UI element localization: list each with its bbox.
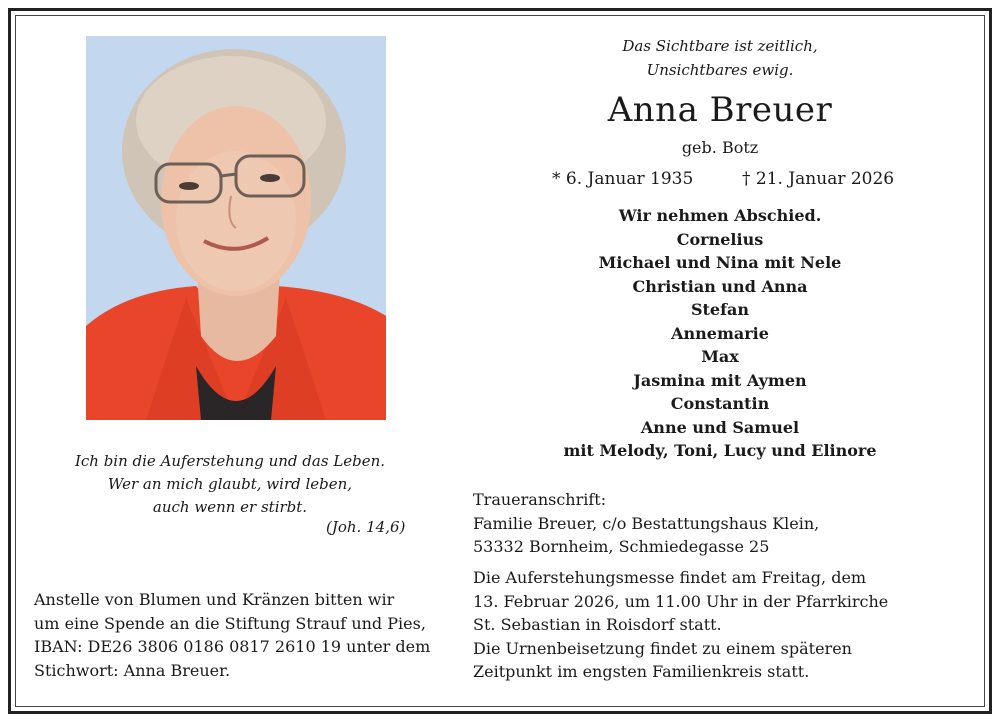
mourner-line: Constantin (670, 394, 770, 413)
bible-quote (60, 450, 400, 519)
mourner-line: mit Melody, Toni, Lucy und Elinore (563, 441, 877, 460)
donation-line: um eine Spende an die Stiftung Strauf und Pies, (34, 613, 426, 633)
address-line: Traueranschrift: (473, 490, 607, 509)
mourners-list (520, 204, 920, 463)
quote-line: auch wenn er stirbt. (152, 498, 308, 516)
donation-notice (34, 588, 434, 682)
mourner-line: Cornelius (676, 229, 764, 249)
service-line: St. Sebastian in Roisdorf statt. (473, 615, 722, 634)
mourner-line: Michael und Nina mit Nele (598, 253, 842, 272)
service-line: Die Auferstehungsmesse findet am Freitag, dem (473, 568, 867, 587)
donation-line: Anstelle von Blumen und Kränzen bitten wir (34, 590, 395, 609)
mourner-line: Anne und Samuel (640, 417, 800, 437)
quote-line: Ich bin die Auferstehung und das Leben. (74, 452, 386, 470)
service-line: 13. Februar 2026, um 11.00 Uhr in der Pfarrkirche (473, 591, 889, 611)
address-line: 53332 Bornheim, Schmiedegasse 25 (473, 537, 770, 556)
mourner-line: Annemarie (671, 323, 769, 343)
deceased-name: Anna Breuer (607, 90, 833, 130)
service-line: Zeitpunkt im engsten Familienkreis statt. (473, 662, 810, 681)
service-notice (473, 566, 893, 684)
portrait-photo (86, 36, 386, 420)
motto-line: Unsichtbares ewig. (646, 61, 794, 79)
portrait-illustration (86, 36, 386, 420)
mourner-line: Jasmina mit Aymen (633, 370, 807, 390)
mourner-line: Christian und Anna (632, 276, 808, 296)
motto-line: Das Sichtbare ist zeitlich, (622, 37, 818, 55)
mourning-address (473, 488, 893, 559)
service-line: Die Urnenbeisetzung findet zu einem späteren (473, 638, 852, 658)
quote-reference: (Joh. 14,6) (326, 518, 406, 536)
death-date: † 21. Januar 2026 (742, 169, 895, 189)
mourner-line: Stefan (690, 300, 749, 319)
quote-line: Wer an mich glaubt, wird leben, (107, 475, 353, 493)
address-line: Familie Breuer, c/o Bestattungshaus Klein, (473, 513, 820, 533)
donation-line: Stichwort: Anna Breuer. (34, 660, 231, 680)
mourner-line: Max (701, 347, 739, 366)
birth-name: geb. Botz (681, 138, 759, 157)
motto (520, 34, 920, 82)
mourner-line: Wir nehmen Abschied. (618, 206, 822, 225)
birth-date: * 6. Januar 1935 (552, 169, 694, 189)
donation-line: IBAN: DE26 3806 0186 0817 2610 19 unter dem (34, 637, 431, 656)
